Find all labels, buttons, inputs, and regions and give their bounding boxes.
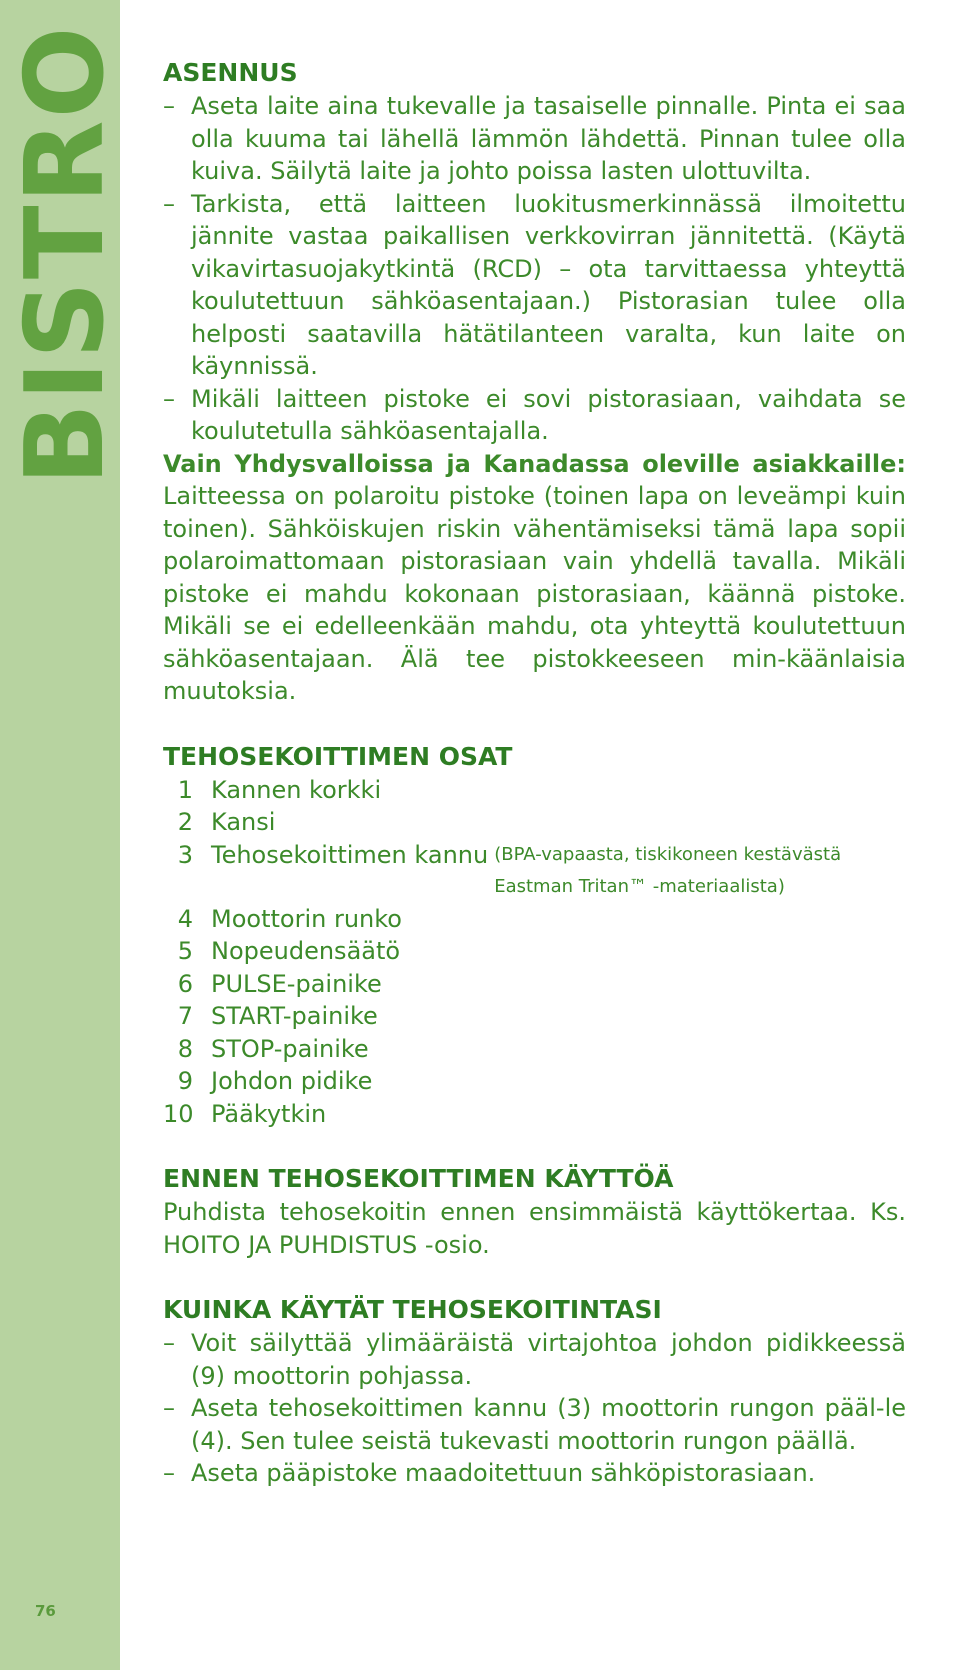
part-label: Nopeudensäätö (211, 937, 401, 965)
parts-item (163, 968, 906, 1001)
brand-title: BISTRO (3, 24, 128, 486)
parts-item (163, 1000, 906, 1033)
before-use-text: Puhdista tehosekoitin ennen ensimmäistä käyttökertaa. Ks. HOITO JA PUHDISTUS -osio. (163, 1198, 906, 1259)
part-number: 5 (177, 937, 193, 965)
page-number: 76 (35, 1602, 56, 1620)
us-canada-paragraph (163, 448, 906, 708)
part-label: PULSE-painike (211, 969, 382, 998)
part-label: Johdon pidike (211, 1067, 373, 1095)
part-number: 1 (177, 775, 193, 804)
parts-list (163, 774, 906, 1131)
us-canada-text: Laitteessa on polaroitu pistoke (toinen lapa on leveämpi kuin toinen). Sähköiskujen riskin vähentämiseksi tämä lapa sopii polaroimattomaan pistorasiaan vain yhdellä tavalla. Mikäli pistoke ei mahdu kokonaan pistorasiaan, käännä pistoke. Mikäli se ei edelleenkään mahdu, ota yhteyttä koulutettuun sähköasentajaan. Älä tee pistokkeeseen min-käänlaisia muutoksia. (163, 482, 906, 705)
part-label: Pääkytkin (211, 1099, 327, 1128)
parts-item (163, 839, 906, 903)
part-number: 8 (177, 1034, 193, 1063)
part-label: STOP-painike (211, 1034, 369, 1063)
installation-list (163, 90, 906, 448)
heading-before-use: ENNEN TEHOSEKOITTIMEN KÄYTTÖÄ (163, 1164, 674, 1193)
list-item: – Tarkista, että laitteen luokitusmerkinnässä ilmoitettu jännite vastaa paikallisen verkkovirran jännitettä. (Käytä vikavirtasuojakytkintä (RCD) – ota tarvittaessa yhteyttä koulutettuun sähköasentajaan.) Pistorasian tulee olla helposti saatavilla hätätilanteen varalta, kun laite on käynnissä. (163, 188, 906, 383)
parts-item (163, 935, 906, 968)
heading-how-to-use: KUINKA KÄYTÄT TEHOSEKOITINTASI (163, 1295, 662, 1324)
part-number: 10 (163, 1099, 194, 1128)
part-number: 7 (177, 1002, 193, 1030)
part-label-text: Tehosekoittimen kannu (211, 840, 489, 869)
list-item: – Mikäli laitteen pistoke ei sovi pistorasiaan, vaihdata se koulutetulla sähköasentajalla. (163, 383, 906, 448)
section-before-use (163, 1162, 906, 1261)
list-item: – Aseta pääpistoke maadoitettuun sähköpistorasiaan. (163, 1457, 906, 1490)
part-note-line2: Eastman Tritan™ -materiaalista) (494, 875, 785, 897)
part-note-line1: (BPA-vapaasta, tiskikoneen kestävästä (494, 843, 842, 865)
list-item: – Aseta tehosekoittimen kannu (3) moottorin rungon pääl-le (4). Sen tulee seistä tukevasti moottorin rungon päällä. (163, 1392, 906, 1457)
part-number: 6 (177, 969, 193, 998)
heading-installation: ASENNUS (163, 58, 298, 87)
how-to-use-list (163, 1327, 906, 1490)
sidebar (0, 0, 128, 1670)
parts-item (163, 806, 906, 839)
part-number: 9 (177, 1067, 193, 1095)
parts-item (163, 1033, 906, 1066)
part-label: Kansi (211, 808, 276, 836)
section-how-to-use (163, 1293, 906, 1490)
part-label: START-painike (211, 1002, 378, 1030)
part-label (211, 839, 841, 903)
parts-item (163, 1065, 906, 1098)
part-label: Kannen korkki (211, 775, 382, 804)
part-number: 3 (177, 840, 193, 869)
parts-item (163, 1098, 906, 1131)
section-installation (163, 56, 906, 708)
parts-item (163, 903, 906, 936)
part-number: 4 (177, 904, 193, 933)
part-note (494, 839, 841, 903)
parts-item (163, 774, 906, 807)
list-item: – Voit säilyttää ylimääräistä virtajohtoa johdon pidikkeessä (9) moottorin pohjassa. (163, 1327, 906, 1392)
heading-parts: TEHOSEKOITTIMEN OSAT (163, 741, 513, 771)
part-number: 2 (177, 808, 193, 836)
section-parts (163, 740, 906, 1131)
part-label: Moottorin runko (211, 904, 402, 933)
us-canada-lead: Vain Yhdysvalloissa ja Kanadassa oleville asiakkaille: (163, 449, 906, 478)
content (163, 56, 906, 1490)
list-item: – Aseta laite aina tukevalle ja tasaiselle pinnalle. Pinta ei saa olla kuuma tai lähellä lämmön lähdettä. Pinnan tulee olla kuiva. Säilytä laite ja johto poissa lasten ulottuvilta. (163, 90, 906, 188)
